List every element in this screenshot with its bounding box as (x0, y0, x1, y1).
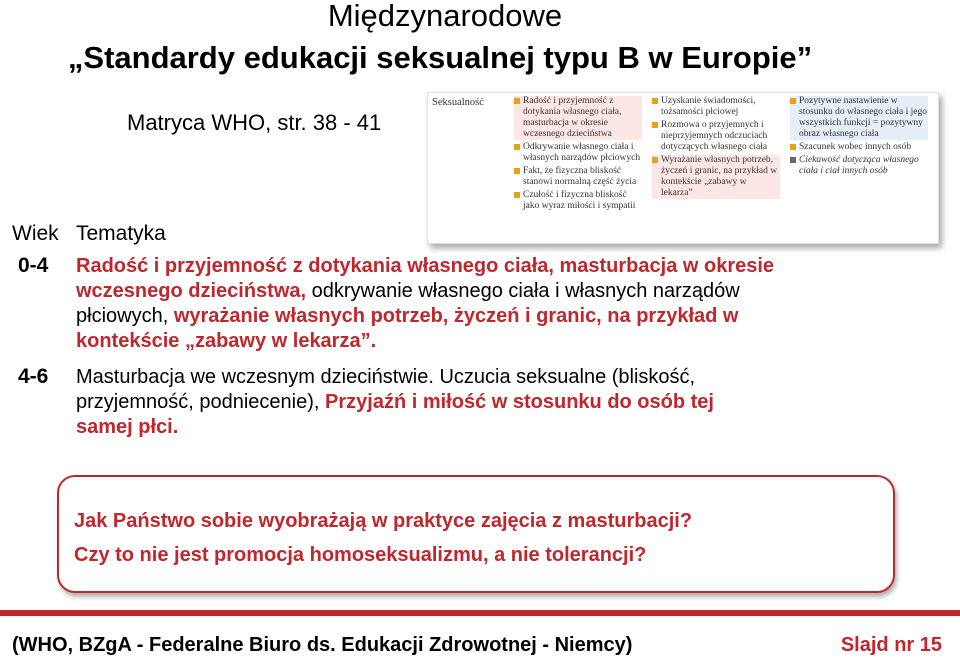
header-topic: Tematyka (76, 222, 166, 245)
question-box (57, 475, 895, 593)
text-line (76, 304, 936, 329)
footer-divider (0, 610, 960, 616)
age-label: 0-4 (18, 254, 49, 277)
question-1: Jak Państwo sobie wyobrażają w praktyce zajęcia z masturbacji? (74, 510, 693, 532)
who-cell: Szacunek wobec innych osób (790, 142, 928, 153)
text-line: kontekście „zabawy w lekarza”. (76, 330, 377, 352)
text-line: Radość i przyjemność z dotykania własnego ciała, masturbacja w okresie (76, 255, 775, 277)
who-cell: Uzyskanie świadomości, tożsamości płciowej (652, 96, 780, 118)
question-2: Czy to nie jest promocja homoseksualizmu, a nie tolerancji? (74, 544, 647, 566)
topic-text-0-4 (76, 254, 936, 354)
who-cell: Fakt, że fizyczna bliskość stanowi normalną część życia (514, 166, 642, 188)
who-cell: Pozytywne nastawienie w stosunku do własnego ciała i jego wszystkich funkcji = pozytywny obraz własnego ciała (790, 96, 928, 140)
who-matrix-excerpt (427, 92, 939, 244)
who-cell: Wyrażanie własnych potrzeb, życzeń i granic, na przykład w kontekście „zabawy w lekarza” (652, 155, 780, 199)
text-line: samej płci. (76, 416, 179, 438)
who-cell: Rozmowa o przyjemnych i nieprzyjemnych odczuciach dotyczących własnego ciała (652, 120, 780, 153)
header-age: Wiek (12, 222, 59, 245)
footer-source: (WHO, BZgA - Federalne Biuro ds. Edukacji Zdrowotnej - Niemcy) (12, 634, 633, 656)
who-row-header: Seksualność (432, 97, 484, 108)
who-cell: Czułość i fizyczna bliskość jako wyraz miłości i sympatii (514, 190, 642, 212)
text-span: płciowych, (76, 305, 169, 327)
text-line: Masturbacja we wczesnym dzieciństwie. Uczucia seksualne (bliskość, (76, 366, 696, 388)
text-span: Przyjaźń i miłość w stosunku do osób tej (319, 391, 714, 413)
text-span: wyrażanie własnych potrzeb, życzeń i granic, na przykład w (168, 305, 739, 327)
text-span: przyjemność, podniecenie), (76, 391, 320, 413)
subtitle: Matryca WHO, str. 38 - 41 (127, 110, 382, 135)
title-line-1: Międzynarodowe (327, 0, 563, 33)
topic-text-4-6 (76, 365, 936, 440)
who-cell: Odkrywanie własnego ciała i własnych narządów płciowych (514, 142, 642, 164)
age-label: 4-6 (18, 365, 49, 388)
who-cell: Radość i przyjemność z dotykania własnego ciała, masturbacja w okresie wczesnego dzieciństwa (514, 96, 642, 140)
who-column-1 (514, 96, 642, 214)
slide-number: Slajd nr 15 (840, 634, 942, 656)
text-span: odkrywanie własnego ciała i własnych narządów (306, 280, 740, 302)
who-column-2 (652, 96, 780, 201)
title-line-2: „Standardy edukacji seksualnej typu B w Europie” (67, 40, 813, 75)
text-line (76, 390, 936, 415)
text-line (76, 279, 936, 304)
who-column-3 (790, 96, 928, 179)
who-cell: Ciekawość dotycząca własnego ciała i ciał innych osób (790, 155, 928, 177)
text-span: wczesnego dzieciństwa, (76, 280, 307, 302)
